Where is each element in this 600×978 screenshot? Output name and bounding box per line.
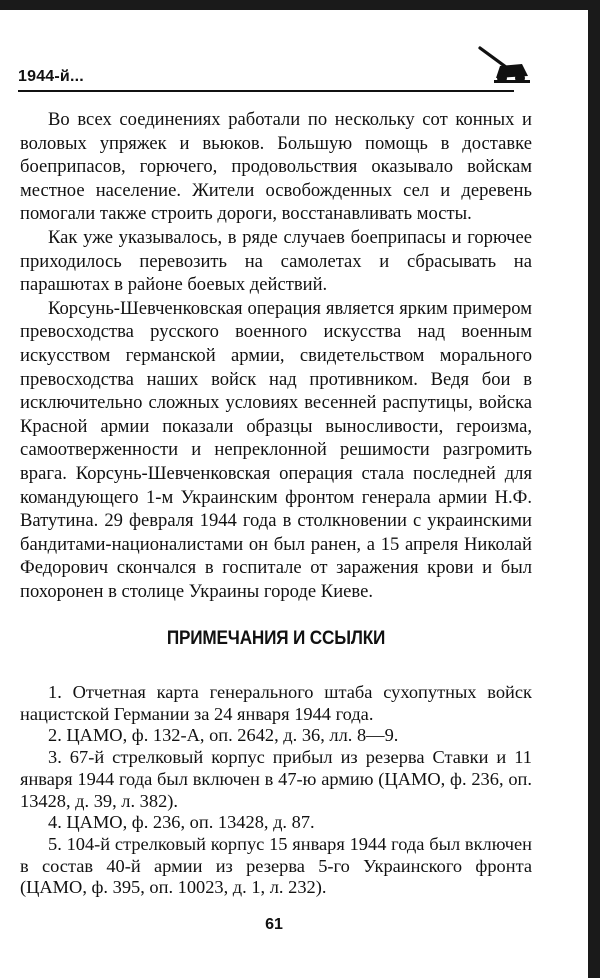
section-title: ПРИМЕЧАНИЯ И ССЫЛКИ — [166, 627, 386, 649]
header-rule — [18, 90, 514, 92]
page-number: 61 — [265, 916, 283, 933]
right-edge-bar — [588, 0, 600, 978]
note-item: 5. 104-й стрелковый корпус 15 января 1944 года был включен в состав 40-й армии из резерва 5-го Украинского фронта (ЦАМО, ф. 395, оп. 10023, д. 1, л. 232). — [20, 833, 532, 898]
notes-list — [20, 682, 532, 899]
note-item: 1. Отчетная карта генерального штаба сухопутных войск нацистской Германии за 24 января 1944 года. — [20, 682, 532, 724]
note-item: 4. ЦАМО, ф. 236, оп. 13428, д. 87. — [48, 812, 315, 833]
note-item: 3. 67-й стрелковый корпус прибыл из резерва Ставки и 11 января 1944 года был включен в 47-ю армию (ЦАМО, ф. 236, оп. 13428, д. 39, л. 382). — [20, 747, 532, 811]
cannon-icon — [472, 44, 534, 84]
top-edge-bar — [0, 0, 600, 10]
running-head: 1944-й... — [18, 68, 84, 85]
paragraph: Как уже указывалось, в ряде случаев боеприпасы и горючее приходилось перевозить на самолетах и сбрасывать на парашютах в районе боевых действий. — [20, 226, 532, 296]
paragraph: Во всех соединениях работали по нескольку сот конных и воловых упряжек и вьюков. Большую помощь в доставке боеприпасов, горючего, продовольствия оказывало войскам местное население. Жители освобожденных сел и деревень помогали также строить дороги, восстанавливать мосты. — [20, 109, 532, 225]
body-text — [20, 108, 532, 603]
page-header — [18, 62, 514, 92]
note-item: 2. ЦАМО, ф. 132-А, оп. 2642, д. 36, лл. 8—9. — [48, 725, 399, 746]
paragraph: Корсунь-Шевченковская операция является ярким примером превосходства русского военного искусства над военным искусством германской армии, свидетельством морального превосходства наших войск над противником. Ведя бои в исключительно сложных условиях весенней распутицы, войска Красной армии показали образцы выносливости, героизма, самоотверженности и непреклонной решимости разгромить врага. Корсунь-Шевченковская операция стала последней для командующего 1-м Украинским фронтом генерала армии Н.Ф. Ватутина. 29 февраля 1944 года в столкновении с украинскими бандитами-националистами он был ранен, а 15 апреля Николай Федорович скончался в госпитале от заражения крови и был похоронен в столице Украины городе Киеве. — [20, 297, 532, 602]
